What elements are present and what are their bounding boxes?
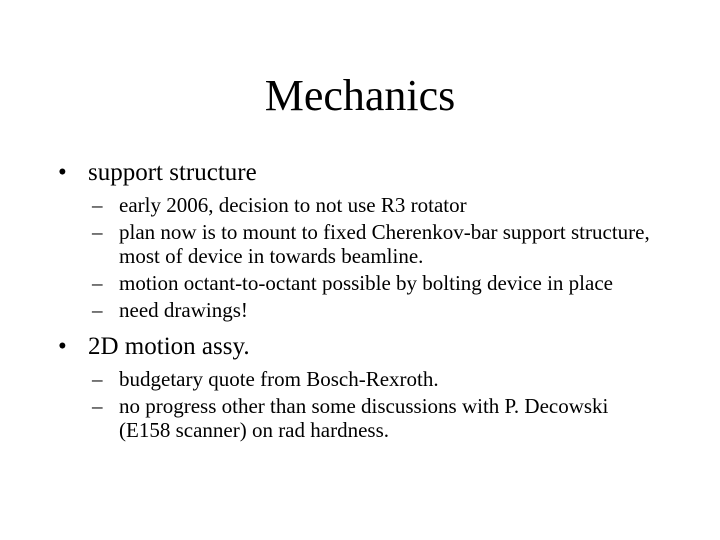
dash-icon: – — [92, 271, 103, 295]
dash-icon: – — [92, 394, 103, 418]
bullet-text: support structure — [88, 159, 257, 186]
dash-icon: – — [92, 220, 103, 244]
sub-item — [58, 367, 658, 391]
sub-item-text: budgetary quote from Bosch-Rexroth. — [119, 367, 439, 391]
bullet-icon: • — [58, 333, 67, 360]
dash-icon: – — [92, 367, 103, 391]
slide-title: Mechanics — [264, 71, 456, 120]
sub-item-text: early 2006, decision to not use R3 rotator — [119, 193, 467, 217]
sub-list-support-structure — [58, 193, 658, 322]
bullet-list — [58, 156, 658, 450]
sub-item — [58, 271, 658, 295]
dash-icon: – — [92, 298, 103, 322]
sub-item — [58, 193, 658, 217]
sub-item-text: plan now is to mount to fixed Cherenkov-bar support structure, most of device in towards beamline. — [119, 220, 650, 268]
sub-item-text: no progress other than some discussions with P. Decowski (E158 scanner) on rad hardness. — [119, 394, 609, 442]
sub-item — [58, 220, 658, 268]
sub-list-2d-motion — [58, 367, 658, 442]
sub-item-text: motion octant-to-octant possible by bolting device in place — [119, 271, 613, 295]
sub-item-text: need drawings! — [119, 298, 248, 322]
bullet-text: 2D motion assy. — [88, 333, 250, 360]
bullet-support-structure — [58, 156, 658, 190]
dash-icon: – — [92, 193, 103, 217]
bullet-2d-motion — [58, 330, 658, 364]
sub-item — [58, 298, 658, 322]
bullet-icon: • — [58, 159, 67, 186]
sub-item — [58, 394, 658, 442]
